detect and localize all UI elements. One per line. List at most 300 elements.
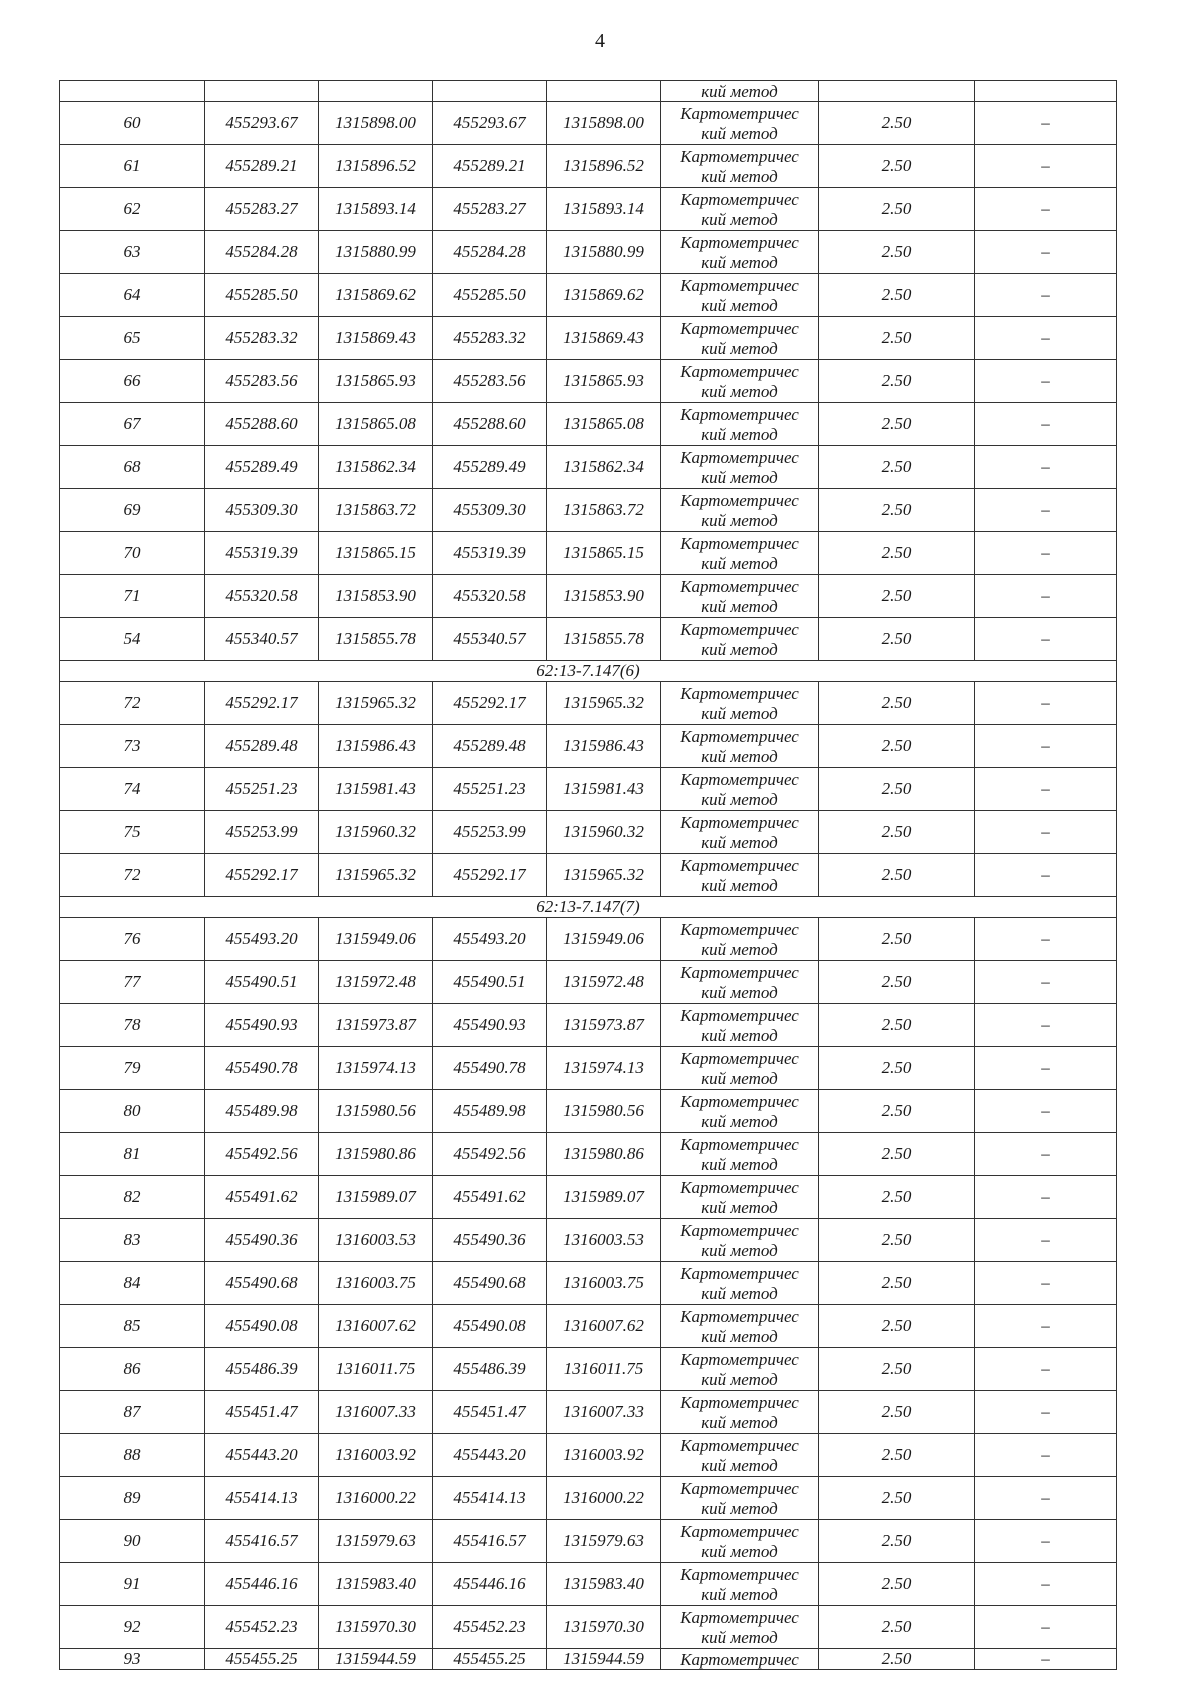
- y-coordinate: 1315979.63: [319, 1520, 433, 1563]
- method-line-2: кий метод: [701, 381, 778, 401]
- x-coordinate: 455490.51: [205, 961, 319, 1004]
- table-row: [60, 1176, 1117, 1219]
- y-coordinate-2: 1315979.63: [547, 1520, 661, 1563]
- method-cell: [661, 446, 819, 489]
- x-coordinate: 455251.23: [205, 768, 319, 811]
- method-line-1: Картометричес: [680, 447, 799, 467]
- method-line-2: кий метод: [701, 982, 778, 1002]
- accuracy-value: 2.50: [819, 1004, 975, 1047]
- y-coordinate-2: 1316003.92: [547, 1434, 661, 1477]
- y-coordinate: 1315965.32: [319, 682, 433, 725]
- method-cell: Картометричес: [661, 1649, 819, 1670]
- method-line-1: Картометричес: [680, 1048, 799, 1068]
- table-row: [60, 1520, 1117, 1563]
- method-line-1: Картометричес: [680, 275, 799, 295]
- x-coordinate-2: 455451.47: [433, 1391, 547, 1434]
- method-line-1: Картометричес: [680, 318, 799, 338]
- method-line-2: кий метод: [701, 1541, 778, 1561]
- x-coordinate: 455414.13: [205, 1477, 319, 1520]
- method-line-2: кий метод: [701, 553, 778, 573]
- empty-cell: [205, 81, 319, 102]
- accuracy-value: 2.50: [819, 918, 975, 961]
- method-line-2: кий метод: [701, 123, 778, 143]
- empty-cell: [319, 81, 433, 102]
- table-row: [60, 1434, 1117, 1477]
- method-line-2: кий метод: [701, 939, 778, 959]
- y-coordinate: 1316000.22: [319, 1477, 433, 1520]
- y-coordinate-2: 1315944.59: [547, 1649, 661, 1670]
- y-coordinate-2: 1315880.99: [547, 231, 661, 274]
- x-coordinate-2: 455489.98: [433, 1090, 547, 1133]
- x-coordinate-2: 455289.49: [433, 446, 547, 489]
- y-coordinate-2: 1315989.07: [547, 1176, 661, 1219]
- point-number: 75: [60, 811, 205, 854]
- point-number: 67: [60, 403, 205, 446]
- point-number: 77: [60, 961, 205, 1004]
- table-row: [60, 446, 1117, 489]
- table-row: [60, 1348, 1117, 1391]
- accuracy-value: 2.50: [819, 1434, 975, 1477]
- method-line-1: Картометричес: [680, 769, 799, 789]
- method-line-2: кий метод: [701, 424, 778, 444]
- method-line-1: Картометричес: [680, 683, 799, 703]
- description-value: –: [975, 918, 1117, 961]
- description-value: –: [975, 854, 1117, 897]
- method-line-1: Картометричес: [680, 812, 799, 832]
- table-row: [60, 682, 1117, 725]
- method-cell: [661, 682, 819, 725]
- x-coordinate-2: 455416.57: [433, 1520, 547, 1563]
- page-number: 4: [595, 30, 605, 52]
- method-line-1: Картометричес: [680, 619, 799, 639]
- empty-cell: [60, 81, 205, 102]
- section-title: 62:13-7.147(6): [60, 661, 1117, 682]
- table-row: [60, 961, 1117, 1004]
- method-cell: [661, 1176, 819, 1219]
- description-value: –: [975, 1133, 1117, 1176]
- method-line-1: Картометричес: [680, 919, 799, 939]
- y-coordinate-2: 1315960.32: [547, 811, 661, 854]
- description-value: –: [975, 188, 1117, 231]
- description-value: –: [975, 811, 1117, 854]
- x-coordinate: 455289.21: [205, 145, 319, 188]
- y-coordinate-2: 1315865.15: [547, 532, 661, 575]
- point-number: 61: [60, 145, 205, 188]
- y-coordinate: 1315865.08: [319, 403, 433, 446]
- method-line-2: кий метод: [701, 1197, 778, 1217]
- table-row: [60, 1606, 1117, 1649]
- accuracy-value: 2.50: [819, 575, 975, 618]
- method-line-1: Картометричес: [680, 726, 799, 746]
- accuracy-value: 2.50: [819, 231, 975, 274]
- table-row: [60, 1563, 1117, 1606]
- table-row: [60, 768, 1117, 811]
- x-coordinate-2: 455253.99: [433, 811, 547, 854]
- x-coordinate: 455452.23: [205, 1606, 319, 1649]
- method-line-2: кий метод: [701, 1584, 778, 1604]
- accuracy-value: 2.50: [819, 1047, 975, 1090]
- method-line-1: Картометричес: [680, 1263, 799, 1283]
- y-coordinate: 1315865.15: [319, 532, 433, 575]
- description-value: –: [975, 1176, 1117, 1219]
- x-coordinate-2: 455320.58: [433, 575, 547, 618]
- accuracy-value: 2.50: [819, 274, 975, 317]
- method-line-1: Картометричес: [680, 1177, 799, 1197]
- x-coordinate-2: 455289.48: [433, 725, 547, 768]
- y-coordinate: 1315893.14: [319, 188, 433, 231]
- point-number: 74: [60, 768, 205, 811]
- table-row: [60, 1004, 1117, 1047]
- description-value: –: [975, 489, 1117, 532]
- x-coordinate: 455285.50: [205, 274, 319, 317]
- table-row: [60, 918, 1117, 961]
- x-coordinate: 455253.99: [205, 811, 319, 854]
- empty-cell: [819, 81, 975, 102]
- point-number: 79: [60, 1047, 205, 1090]
- point-number: 89: [60, 1477, 205, 1520]
- x-coordinate: 455443.20: [205, 1434, 319, 1477]
- accuracy-value: 2.50: [819, 1305, 975, 1348]
- x-coordinate: 455492.56: [205, 1133, 319, 1176]
- table-row: [60, 489, 1117, 532]
- method-line-1: Картометричес: [680, 1435, 799, 1455]
- accuracy-value: 2.50: [819, 1649, 975, 1670]
- x-coordinate-2: 455284.28: [433, 231, 547, 274]
- method-line-2: кий метод: [701, 1627, 778, 1647]
- x-coordinate-2: 455486.39: [433, 1348, 547, 1391]
- table-row: [60, 274, 1117, 317]
- y-coordinate-2: 1315863.72: [547, 489, 661, 532]
- x-coordinate: 455490.08: [205, 1305, 319, 1348]
- x-coordinate: 455293.67: [205, 102, 319, 145]
- x-coordinate: 455289.49: [205, 446, 319, 489]
- accuracy-value: 2.50: [819, 1090, 975, 1133]
- x-coordinate-2: 455283.27: [433, 188, 547, 231]
- x-coordinate: 455288.60: [205, 403, 319, 446]
- x-coordinate-2: 455490.68: [433, 1262, 547, 1305]
- method-cell: [661, 1348, 819, 1391]
- y-coordinate: 1315986.43: [319, 725, 433, 768]
- method-line-1: Картометричес: [680, 146, 799, 166]
- method-cell: [661, 768, 819, 811]
- x-coordinate-2: 455283.32: [433, 317, 547, 360]
- method-line-2: кий метод: [701, 703, 778, 723]
- method-line-2: кий метод: [701, 166, 778, 186]
- accuracy-value: 2.50: [819, 1477, 975, 1520]
- point-number: 70: [60, 532, 205, 575]
- y-coordinate: 1315970.30: [319, 1606, 433, 1649]
- y-coordinate: 1316011.75: [319, 1348, 433, 1391]
- y-coordinate-2: 1315853.90: [547, 575, 661, 618]
- description-value: –: [975, 1520, 1117, 1563]
- table-row: [60, 618, 1117, 661]
- method-line-2: кий метод: [701, 789, 778, 809]
- accuracy-value: 2.50: [819, 1176, 975, 1219]
- point-number: 72: [60, 682, 205, 725]
- method-cell: [661, 1090, 819, 1133]
- y-coordinate: 1315973.87: [319, 1004, 433, 1047]
- method-cell: [661, 1606, 819, 1649]
- table-row: [60, 403, 1117, 446]
- method-line-2: кий метод: [701, 295, 778, 315]
- table-row: [60, 145, 1117, 188]
- y-coordinate: 1315865.93: [319, 360, 433, 403]
- x-coordinate: 455446.16: [205, 1563, 319, 1606]
- point-number: 54: [60, 618, 205, 661]
- method-line-2: кий метод: [701, 1111, 778, 1131]
- method-line-2: кий метод: [701, 1498, 778, 1518]
- point-number: 78: [60, 1004, 205, 1047]
- x-coordinate-2: 455490.78: [433, 1047, 547, 1090]
- empty-cell: [547, 81, 661, 102]
- method-line-2: кий метод: [701, 467, 778, 487]
- x-coordinate-2: 455452.23: [433, 1606, 547, 1649]
- table-row: [60, 1305, 1117, 1348]
- method-cell: [661, 854, 819, 897]
- table-row: [60, 575, 1117, 618]
- description-value: –: [975, 532, 1117, 575]
- description-value: –: [975, 1391, 1117, 1434]
- x-coordinate: 455493.20: [205, 918, 319, 961]
- x-coordinate: 455451.47: [205, 1391, 319, 1434]
- point-number: 65: [60, 317, 205, 360]
- point-number: 64: [60, 274, 205, 317]
- accuracy-value: 2.50: [819, 317, 975, 360]
- table-row: [60, 1047, 1117, 1090]
- table-row: [60, 1262, 1117, 1305]
- method-cell: [661, 1262, 819, 1305]
- description-value: –: [975, 1477, 1117, 1520]
- point-number: 85: [60, 1305, 205, 1348]
- y-coordinate: 1316003.75: [319, 1262, 433, 1305]
- point-number: 62: [60, 188, 205, 231]
- method-line-2: кий метод: [701, 1369, 778, 1389]
- description-value: –: [975, 1219, 1117, 1262]
- y-coordinate: 1315898.00: [319, 102, 433, 145]
- x-coordinate-2: 455309.30: [433, 489, 547, 532]
- table-row: [60, 1391, 1117, 1434]
- y-coordinate-2: 1315986.43: [547, 725, 661, 768]
- y-coordinate-2: 1316011.75: [547, 1348, 661, 1391]
- method-line-2: кий метод: [701, 1154, 778, 1174]
- method-cell: [661, 811, 819, 854]
- x-coordinate-2: 455414.13: [433, 1477, 547, 1520]
- method-cell: [661, 489, 819, 532]
- x-coordinate: 455491.62: [205, 1176, 319, 1219]
- point-number: 87: [60, 1391, 205, 1434]
- point-number: 90: [60, 1520, 205, 1563]
- y-coordinate-2: 1315981.43: [547, 768, 661, 811]
- y-coordinate: 1315863.72: [319, 489, 433, 532]
- y-coordinate: 1315869.43: [319, 317, 433, 360]
- description-value: –: [975, 575, 1117, 618]
- table-row: [60, 1090, 1117, 1133]
- accuracy-value: 2.50: [819, 1262, 975, 1305]
- description-value: –: [975, 1606, 1117, 1649]
- accuracy-value: 2.50: [819, 1219, 975, 1262]
- method-line-1: Картометричес: [680, 1521, 799, 1541]
- table-row: [60, 725, 1117, 768]
- x-coordinate: 455284.28: [205, 231, 319, 274]
- y-coordinate: 1315853.90: [319, 575, 433, 618]
- x-coordinate: 455292.17: [205, 682, 319, 725]
- x-coordinate: 455490.68: [205, 1262, 319, 1305]
- method-line-1: Картометричес: [680, 1091, 799, 1111]
- x-coordinate-2: 455490.36: [433, 1219, 547, 1262]
- y-coordinate-2: 1315949.06: [547, 918, 661, 961]
- accuracy-value: 2.50: [819, 489, 975, 532]
- x-coordinate-2: 455292.17: [433, 854, 547, 897]
- x-coordinate-2: 455293.67: [433, 102, 547, 145]
- accuracy-value: 2.50: [819, 145, 975, 188]
- x-coordinate-2: 455455.25: [433, 1649, 547, 1670]
- section-header-row: [60, 897, 1117, 918]
- y-coordinate-2: 1315980.56: [547, 1090, 661, 1133]
- method-cell: [661, 1133, 819, 1176]
- x-coordinate-2: 455490.51: [433, 961, 547, 1004]
- accuracy-value: 2.50: [819, 961, 975, 1004]
- method-cell: [661, 1563, 819, 1606]
- table-row: [60, 231, 1117, 274]
- y-coordinate-2: 1315980.86: [547, 1133, 661, 1176]
- x-coordinate-2: 455289.21: [433, 145, 547, 188]
- description-value: –: [975, 1649, 1117, 1670]
- method-cell: [661, 1434, 819, 1477]
- method-cell: [661, 575, 819, 618]
- method-line-1: Картометричес: [680, 962, 799, 982]
- y-coordinate: 1316003.92: [319, 1434, 433, 1477]
- method-cell: кий метод: [661, 81, 819, 102]
- y-coordinate-2: 1315862.34: [547, 446, 661, 489]
- method-line-1: Картометричес: [680, 1306, 799, 1326]
- method-line-1: Картометричес: [680, 1392, 799, 1412]
- method-cell: [661, 1305, 819, 1348]
- table-row: [60, 360, 1117, 403]
- description-value: –: [975, 1090, 1117, 1133]
- table-row: [60, 1133, 1117, 1176]
- description-value: –: [975, 145, 1117, 188]
- x-coordinate-2: 455292.17: [433, 682, 547, 725]
- point-number: 72: [60, 854, 205, 897]
- x-coordinate: 455486.39: [205, 1348, 319, 1391]
- method-line-2: кий метод: [701, 252, 778, 272]
- table-row: [60, 1477, 1117, 1520]
- description-value: –: [975, 1563, 1117, 1606]
- method-line-1: Картометричес: [680, 1349, 799, 1369]
- method-line-2: кий метод: [701, 338, 778, 358]
- x-coordinate-2: 455490.08: [433, 1305, 547, 1348]
- coordinates-table-body: [60, 81, 1117, 1670]
- point-number: 92: [60, 1606, 205, 1649]
- accuracy-value: 2.50: [819, 618, 975, 661]
- x-coordinate: 455283.32: [205, 317, 319, 360]
- method-line-1: Картометричес: [680, 1220, 799, 1240]
- accuracy-value: 2.50: [819, 768, 975, 811]
- point-number: 68: [60, 446, 205, 489]
- method-line-1: Картометричес: [680, 1134, 799, 1154]
- point-number: 82: [60, 1176, 205, 1219]
- method-line-1: Картометричес: [680, 103, 799, 123]
- description-value: –: [975, 725, 1117, 768]
- empty-cell: [433, 81, 547, 102]
- method-line-2: кий метод: [701, 1326, 778, 1346]
- x-coordinate: 455292.17: [205, 854, 319, 897]
- point-number: 71: [60, 575, 205, 618]
- method-cell: [661, 188, 819, 231]
- section-header-row: [60, 661, 1117, 682]
- y-coordinate: 1315983.40: [319, 1563, 433, 1606]
- y-coordinate-2: 1315970.30: [547, 1606, 661, 1649]
- point-number: 66: [60, 360, 205, 403]
- y-coordinate: 1315869.62: [319, 274, 433, 317]
- y-coordinate: 1315981.43: [319, 768, 433, 811]
- description-value: –: [975, 1047, 1117, 1090]
- method-line-1: Картометричес: [680, 533, 799, 553]
- point-number: 81: [60, 1133, 205, 1176]
- x-coordinate-2: 455319.39: [433, 532, 547, 575]
- y-coordinate-2: 1315972.48: [547, 961, 661, 1004]
- y-coordinate: 1316007.62: [319, 1305, 433, 1348]
- method-line-2: кий метод: [701, 209, 778, 229]
- description-value: –: [975, 1262, 1117, 1305]
- method-line-1: Картометричес: [680, 189, 799, 209]
- method-cell: [661, 1520, 819, 1563]
- method-line-2: кий метод: [701, 875, 778, 895]
- x-coordinate-2: 455490.93: [433, 1004, 547, 1047]
- table-row: [60, 811, 1117, 854]
- y-coordinate: 1315880.99: [319, 231, 433, 274]
- y-coordinate-2: 1315898.00: [547, 102, 661, 145]
- x-coordinate: 455283.27: [205, 188, 319, 231]
- method-cell: [661, 918, 819, 961]
- point-number: 73: [60, 725, 205, 768]
- point-number: 84: [60, 1262, 205, 1305]
- y-coordinate-2: 1316007.33: [547, 1391, 661, 1434]
- y-coordinate: 1315960.32: [319, 811, 433, 854]
- method-line-2: кий метод: [701, 746, 778, 766]
- accuracy-value: 2.50: [819, 446, 975, 489]
- point-number: 60: [60, 102, 205, 145]
- method-cell: [661, 1477, 819, 1520]
- y-coordinate: 1315989.07: [319, 1176, 433, 1219]
- y-coordinate-2: 1315965.32: [547, 854, 661, 897]
- method-line-2: кий метод: [701, 510, 778, 530]
- method-line-1: Картометричес: [680, 855, 799, 875]
- accuracy-value: 2.50: [819, 854, 975, 897]
- accuracy-value: 2.50: [819, 1133, 975, 1176]
- y-coordinate-2: 1315896.52: [547, 145, 661, 188]
- method-line-2: кий метод: [701, 1283, 778, 1303]
- method-cell: [661, 961, 819, 1004]
- description-value: –: [975, 1434, 1117, 1477]
- description-value: –: [975, 403, 1117, 446]
- y-coordinate-2: 1315973.87: [547, 1004, 661, 1047]
- description-value: –: [975, 102, 1117, 145]
- description-value: –: [975, 682, 1117, 725]
- x-coordinate-2: 455340.57: [433, 618, 547, 661]
- accuracy-value: 2.50: [819, 1391, 975, 1434]
- y-coordinate: 1315944.59: [319, 1649, 433, 1670]
- x-coordinate: 455489.98: [205, 1090, 319, 1133]
- method-line-1: Картометричес: [680, 1478, 799, 1498]
- x-coordinate-2: 455283.56: [433, 360, 547, 403]
- method-cell: [661, 1004, 819, 1047]
- description-value: –: [975, 360, 1117, 403]
- continuation-row: [60, 81, 1117, 102]
- point-number: 88: [60, 1434, 205, 1477]
- x-coordinate: 455490.36: [205, 1219, 319, 1262]
- y-coordinate-2: 1316003.75: [547, 1262, 661, 1305]
